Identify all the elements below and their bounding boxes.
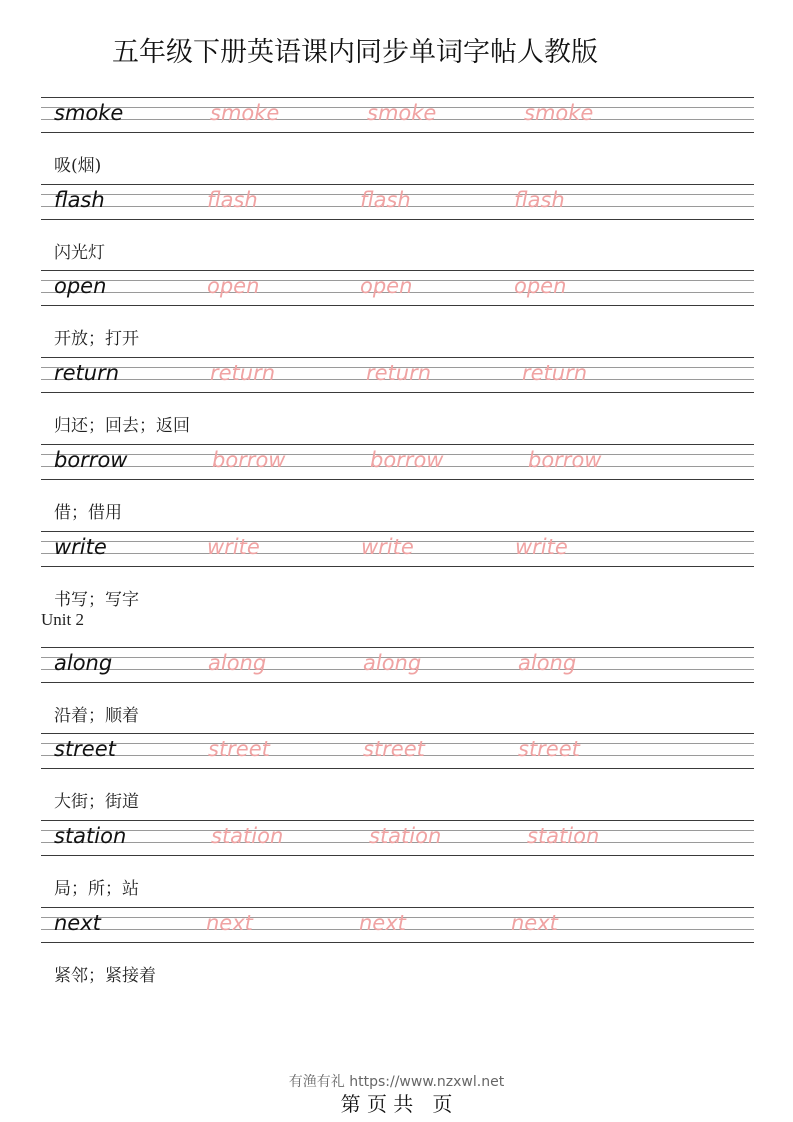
word-trace: write [361,535,414,559]
rule-line [41,305,754,306]
word-row-street [41,733,754,769]
word-row-borrow [41,444,754,480]
word-trace: along [208,651,267,675]
word-meaning: 局；所；站 [54,879,139,899]
word-model: open [54,274,107,298]
rule-line [41,566,754,567]
word-model: return [54,361,120,385]
word-trace: street [363,737,425,761]
word-model: street [54,737,116,761]
word-row-along [41,647,754,683]
watermark: 有渔有礼 https://www.nzxwl.net [288,1074,505,1090]
rule-line [41,531,754,532]
unit-label: Unit 2 [41,610,84,629]
word-model: flash [54,188,105,212]
rule-line [41,444,754,445]
word-meaning: 吸(烟) [54,156,102,176]
word-trace: along [518,651,577,675]
word-trace: street [518,737,580,761]
word-trace: smoke [524,101,594,125]
word-trace: return [522,361,588,385]
word-trace: flash [360,188,411,212]
word-trace: flash [514,188,565,212]
rule-line [41,907,754,908]
rule-line [41,270,754,271]
word-model: borrow [54,448,128,472]
word-row-next [41,907,754,943]
word-trace: station [527,824,600,848]
word-meaning: 借；借用 [54,503,122,523]
word-trace: smoke [210,101,280,125]
word-trace: return [210,361,276,385]
word-meaning: 大街；街道 [54,792,139,812]
word-meaning: 开放；打开 [54,329,139,349]
word-trace: station [211,824,284,848]
rule-line [41,647,754,648]
word-trace: smoke [367,101,437,125]
word-trace: borrow [370,448,444,472]
word-meaning: 归还；回去；返回 [54,416,190,436]
word-trace: next [206,911,253,935]
word-row-smoke [41,97,754,133]
rule-line [41,768,754,769]
word-trace: write [515,535,568,559]
rule-line [41,855,754,856]
word-trace: next [511,911,558,935]
word-trace: open [207,274,260,298]
word-trace: station [369,824,442,848]
page-footer: 第 页 共 页 [340,1092,453,1116]
rule-line [41,479,754,480]
word-trace: flash [207,188,258,212]
rule-line [41,942,754,943]
word-trace: borrow [212,448,286,472]
word-model: smoke [54,101,124,125]
rule-line [41,184,754,185]
rule-line [41,682,754,683]
rule-line [41,219,754,220]
word-trace: write [207,535,260,559]
word-meaning: 闪光灯 [54,243,105,263]
word-trace: return [366,361,432,385]
rule-line [41,733,754,734]
word-row-write [41,531,754,567]
word-meaning: 沿着；顺着 [54,706,139,726]
rule-line [41,132,754,133]
rule-line [41,357,754,358]
rule-line [41,97,754,98]
page-title: 五年级下册英语课内同步单词字帖人教版 [112,37,598,68]
word-trace: street [208,737,270,761]
word-row-flash [41,184,754,220]
word-model: along [54,651,113,675]
word-row-station [41,820,754,856]
rule-line [41,820,754,821]
word-row-return [41,357,754,393]
word-model: next [54,911,101,935]
word-model: station [54,824,127,848]
word-meaning: 书写；写字 [54,590,139,610]
word-trace: open [514,274,567,298]
word-meaning: 紧邻；紧接着 [54,966,156,986]
word-trace: along [363,651,422,675]
word-model: write [54,535,107,559]
word-trace: open [360,274,413,298]
word-row-open [41,270,754,306]
rule-line [41,392,754,393]
word-trace: borrow [528,448,602,472]
word-trace: next [359,911,406,935]
